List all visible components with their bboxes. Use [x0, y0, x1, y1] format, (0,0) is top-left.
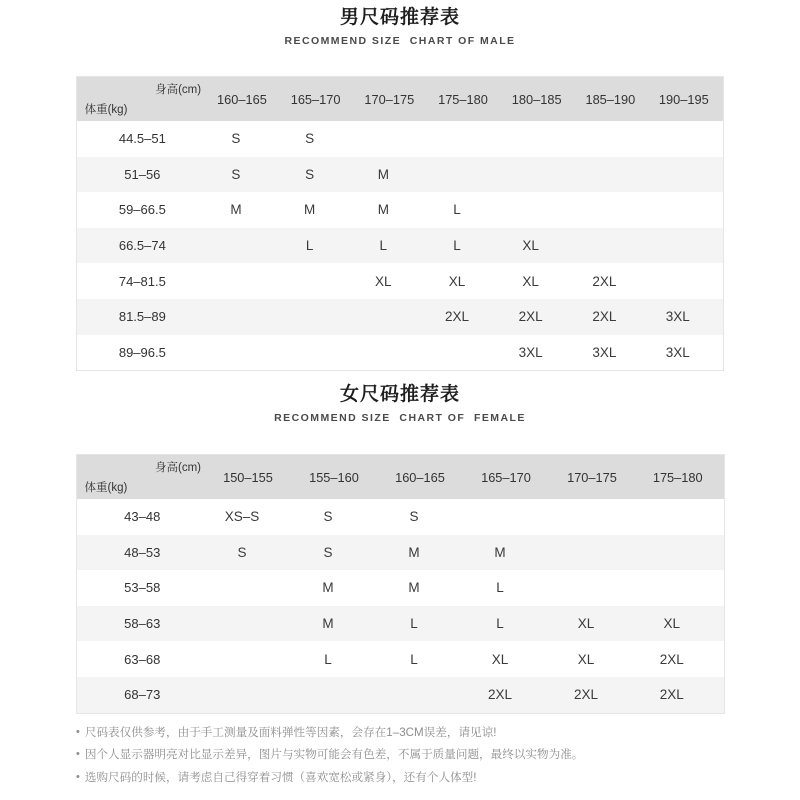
male-table-header	[76, 77, 724, 122]
female-header-col-1: 155–160	[294, 455, 380, 500]
male-cell-5-3: 2XL	[429, 299, 503, 335]
female-cell-5-0	[208, 677, 294, 713]
male-cell-1-0: S	[208, 157, 282, 193]
table-row	[76, 499, 724, 535]
male-cell-5-6: 3XL	[650, 299, 724, 335]
male-cell-6-3	[429, 335, 503, 371]
note-text-2: 选购尺码的时候，请考虑自己得穿着习惯（喜欢宽松或紧身），还有个人体型!	[84, 770, 477, 784]
table-row	[76, 641, 724, 677]
male-cell-4-3: XL	[429, 263, 503, 299]
male-cell-2-1: M	[282, 192, 356, 228]
female-cell-3-5: XL	[638, 606, 724, 642]
male-corner-cell	[76, 77, 208, 122]
male-row-3-weight: 66.5–74	[76, 228, 208, 264]
female-cell-0-0: XS–S	[208, 499, 294, 535]
female-cell-2-5	[638, 570, 724, 606]
male-title-chinese: 男尺码推荐表	[339, 7, 460, 28]
male-cell-0-0: S	[208, 121, 282, 157]
male-cell-1-4	[503, 157, 577, 193]
male-cell-6-4: 3XL	[503, 335, 577, 371]
female-cell-5-2	[380, 677, 466, 713]
male-cell-5-4: 2XL	[503, 299, 577, 335]
male-cell-3-1: L	[282, 228, 356, 264]
table-row	[76, 263, 724, 299]
female-cell-4-5: 2XL	[638, 641, 724, 677]
female-cell-1-0: S	[208, 535, 294, 571]
table-row	[76, 570, 724, 606]
female-cell-4-4: XL	[552, 641, 638, 677]
male-cell-4-0	[208, 263, 282, 299]
male-size-table	[76, 76, 725, 371]
female-cell-2-3: L	[466, 570, 552, 606]
female-cell-3-3: L	[466, 606, 552, 642]
male-row-2-weight: 59–66.5	[76, 192, 208, 228]
male-cell-2-5	[577, 192, 651, 228]
male-cell-0-2	[355, 121, 429, 157]
male-header-col-5: 185–190	[577, 77, 651, 122]
male-cell-2-6	[650, 192, 724, 228]
male-cell-4-5: 2XL	[577, 263, 651, 299]
bullet-icon: •	[76, 748, 80, 761]
female-cell-0-4	[552, 499, 638, 535]
male-cell-5-2	[355, 299, 429, 335]
female-cell-4-0	[208, 641, 294, 677]
female-cell-2-2: M	[380, 570, 466, 606]
male-height-axis-label: 身高(cm)	[155, 84, 202, 96]
male-cell-2-2: M	[355, 192, 429, 228]
male-cell-6-1	[282, 335, 356, 371]
female-cell-1-1: S	[294, 535, 380, 571]
male-cell-3-6	[650, 228, 724, 264]
male-cell-6-2	[355, 335, 429, 371]
bullet-icon: •	[76, 770, 80, 783]
table-row	[76, 157, 724, 193]
male-cell-1-2: M	[355, 157, 429, 193]
female-header-col-0: 150–155	[208, 455, 294, 500]
male-row-5-weight: 81.5–89	[76, 299, 208, 335]
table-row	[76, 677, 724, 713]
female-cell-0-3	[466, 499, 552, 535]
female-table-header	[76, 455, 724, 500]
male-cell-2-0: M	[208, 192, 282, 228]
male-header-col-3: 175–180	[429, 77, 503, 122]
female-row-1-weight: 48–53	[76, 535, 208, 571]
female-corner-cell	[76, 455, 208, 500]
male-cell-3-2: L	[355, 228, 429, 264]
male-row-6-weight: 89–96.5	[76, 335, 208, 371]
male-cell-4-4: XL	[503, 263, 577, 299]
female-cell-1-2: M	[380, 535, 466, 571]
male-cell-4-1	[282, 263, 356, 299]
male-title-english: RECOMMEND SIZE CHART OF MALE	[284, 34, 516, 47]
male-cell-1-5	[577, 157, 651, 193]
table-row	[76, 299, 724, 335]
male-table-body	[76, 121, 724, 371]
female-cell-2-4	[552, 570, 638, 606]
female-cell-5-3: 2XL	[466, 677, 552, 713]
male-cell-6-0	[208, 335, 282, 371]
male-header-col-1: 165–170	[282, 77, 356, 122]
female-cell-5-1	[294, 677, 380, 713]
female-title-english: RECOMMEND SIZE CHART OF FEMALE	[274, 411, 526, 424]
female-title-chinese: 女尺码推荐表	[339, 384, 460, 405]
female-height-axis-label: 身高(cm)	[155, 462, 201, 474]
female-cell-3-0	[208, 606, 294, 642]
female-cell-2-0	[208, 570, 294, 606]
female-header-col-3: 165–170	[466, 455, 552, 500]
female-table-body	[76, 499, 724, 713]
male-weight-axis-label: 体重(kg)	[84, 104, 128, 116]
female-cell-1-3: M	[466, 535, 552, 571]
female-row-0-weight: 43–48	[76, 499, 208, 535]
table-row	[76, 192, 724, 228]
note-text-0: 尺码表仅供参考，由于手工测量及面料弹性等因素，会存在1–3CM误差，请见谅!	[84, 726, 497, 739]
female-cell-0-1: S	[294, 499, 380, 535]
male-cell-2-4	[503, 192, 577, 228]
table-row	[76, 535, 724, 571]
male-cell-6-6: 3XL	[650, 335, 724, 371]
male-header-col-0: 160–165	[208, 77, 282, 122]
female-chart-title-block	[0, 385, 800, 424]
notes-section	[0, 724, 800, 791]
male-row-4-weight: 74–81.5	[76, 263, 208, 299]
male-cell-2-3: L	[429, 192, 503, 228]
male-cell-5-5: 2XL	[577, 299, 651, 335]
male-cell-6-5: 3XL	[577, 335, 651, 371]
male-header-col-2: 170–175	[355, 77, 429, 122]
male-cell-0-3	[429, 121, 503, 157]
male-chart-title-block	[0, 8, 800, 47]
female-weight-axis-label: 体重(kg)	[84, 482, 128, 494]
female-cell-4-1: L	[294, 641, 380, 677]
male-row-0-weight: 44.5–51	[76, 121, 208, 157]
table-row	[76, 228, 724, 264]
female-cell-3-2: L	[380, 606, 466, 642]
male-size-table-wrapper	[0, 76, 800, 371]
female-row-5-weight: 68–73	[76, 677, 208, 713]
female-cell-0-5	[638, 499, 724, 535]
bullet-icon: •	[76, 726, 80, 738]
note-item	[76, 746, 724, 763]
male-cell-3-3: L	[429, 228, 503, 264]
male-cell-3-4: XL	[503, 228, 577, 264]
female-cell-2-1: M	[294, 570, 380, 606]
female-size-table-wrapper	[0, 454, 800, 714]
note-item	[76, 724, 724, 741]
male-header-col-6: 190–195	[650, 77, 724, 122]
table-row	[76, 121, 724, 157]
note-text-1: 因个人显示器明亮对比显示差异，图片与实物可能会有色差，不属于质量问题，最终以实物为准。	[84, 748, 584, 762]
male-cell-4-6	[650, 263, 724, 299]
table-row	[76, 606, 724, 642]
note-item	[76, 769, 724, 786]
male-cell-1-6	[650, 157, 724, 193]
male-cell-1-1: S	[282, 157, 356, 193]
female-size-table	[76, 454, 725, 714]
female-row-3-weight: 58–63	[76, 606, 208, 642]
male-cell-4-2: XL	[355, 263, 429, 299]
female-row-4-weight: 63–68	[76, 641, 208, 677]
female-header-col-4: 170–175	[552, 455, 638, 500]
female-header-row	[76, 455, 724, 500]
male-cell-5-1	[282, 299, 356, 335]
female-cell-3-4: XL	[552, 606, 638, 642]
male-cell-0-4	[503, 121, 577, 157]
male-cell-3-5	[577, 228, 651, 264]
female-cell-1-4	[552, 535, 638, 571]
male-row-1-weight: 51–56	[76, 157, 208, 193]
female-cell-4-2: L	[380, 641, 466, 677]
female-row-2-weight: 53–58	[76, 570, 208, 606]
male-header-row	[76, 77, 724, 122]
table-row	[76, 335, 724, 371]
female-cell-4-3: XL	[466, 641, 552, 677]
male-cell-3-0	[208, 228, 282, 264]
male-cell-5-0	[208, 299, 282, 335]
male-cell-0-5	[577, 121, 651, 157]
female-cell-5-5: 2XL	[638, 677, 724, 713]
male-cell-0-6	[650, 121, 724, 157]
female-cell-3-1: M	[294, 606, 380, 642]
male-cell-1-3	[429, 157, 503, 193]
female-header-col-2: 160–165	[380, 455, 466, 500]
female-cell-1-5	[638, 535, 724, 571]
female-cell-5-4: 2XL	[552, 677, 638, 713]
female-cell-0-2: S	[380, 499, 466, 535]
female-header-col-5: 175–180	[638, 455, 724, 500]
male-cell-0-1: S	[282, 121, 356, 157]
male-header-col-4: 180–185	[503, 77, 577, 122]
